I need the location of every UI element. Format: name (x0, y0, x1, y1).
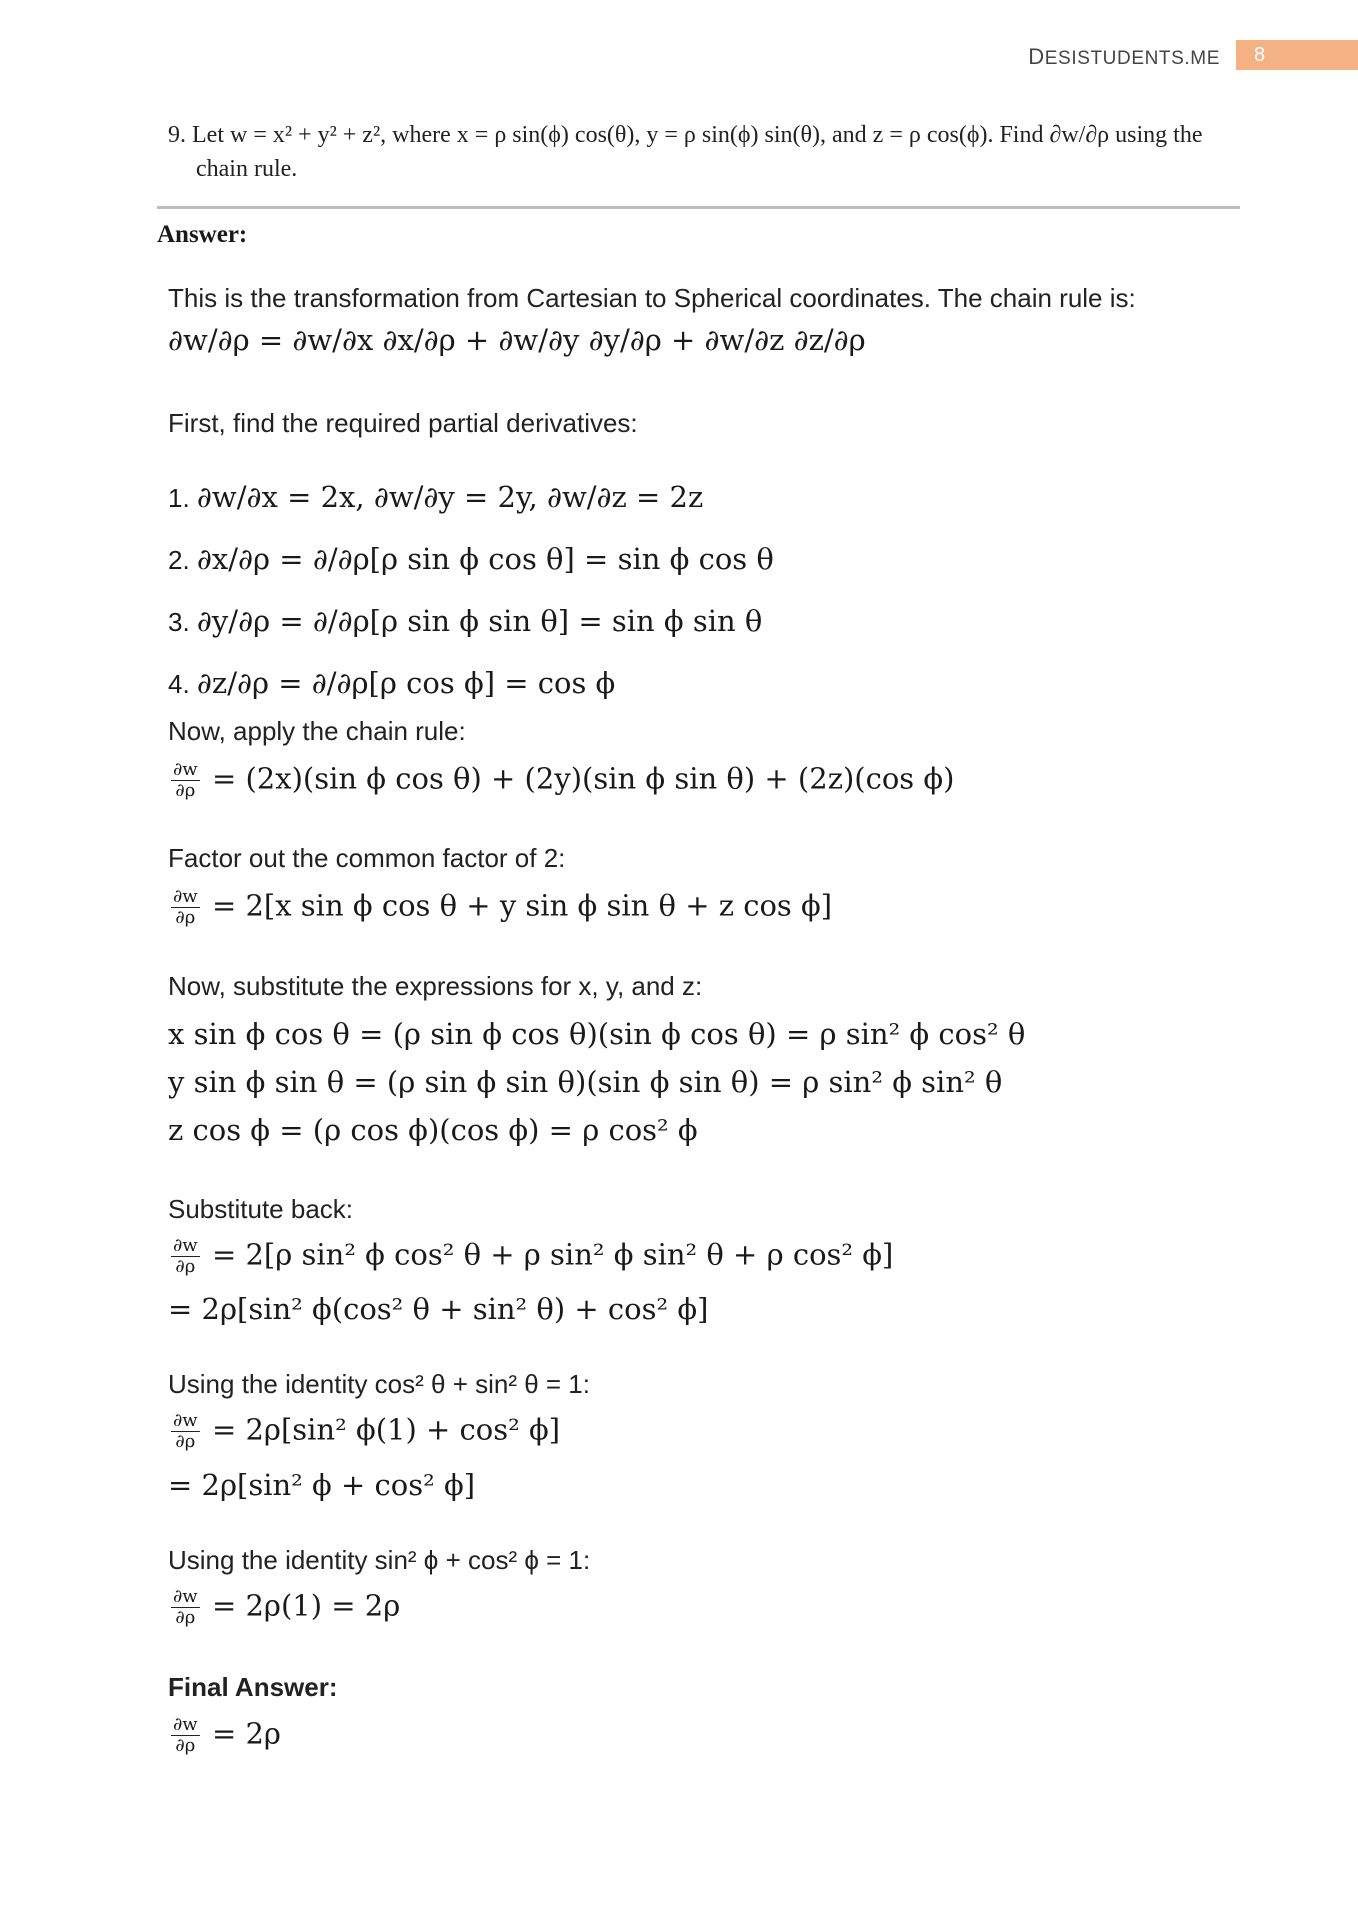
intro-text: This is the transformation from Cartesian to Spherical coordinates. The chain rule is: (168, 283, 1136, 313)
identity1-formula-2: = 2ρ[sin² ϕ + cos² ϕ] (168, 1468, 476, 1502)
divider (157, 206, 1240, 209)
identity2-text: Using the identity sin² ϕ + cos² ϕ = 1: (168, 1545, 591, 1575)
factored-formula: $\frac{\partial w}{\partial\rho}$ = 2[x sin ϕ cos θ + y sin ϕ sin θ + z cos ϕ] (173, 886, 833, 928)
step-2: 2. ∂x/∂ρ = ∂/∂ρ[ρ sin ϕ cos θ] = sin ϕ cos θ (168, 542, 774, 576)
question-line-2: chain rule. (196, 156, 298, 182)
step-3: 3. ∂y/∂ρ = ∂/∂ρ[ρ sin ϕ sin θ] = sin ϕ sin θ (168, 604, 763, 638)
back-formula-1: $\frac{\partial w}{\partial\rho}$ = 2[ρ sin² ϕ cos² θ + ρ sin² ϕ sin² θ + ρ cos² ϕ] (173, 1235, 894, 1277)
final-formula: $\frac{\partial w}{\partial\rho}$ = 2ρ (173, 1714, 281, 1756)
question (168, 118, 1248, 186)
final-answer-label: Final Answer: (168, 1672, 338, 1702)
identity2-formula: $\frac{\partial w}{\partial\rho}$ = 2ρ(1) = 2ρ (173, 1586, 401, 1628)
dw-drho-fraction: $\frac{\partial w}{\partial\rho}$ (173, 1235, 198, 1277)
dw-drho-fraction: $\frac{\partial w}{\partial\rho}$ (173, 886, 198, 928)
applied-formula: $\frac{\partial w}{\partial\rho}$ = (2x)(sin ϕ cos θ) + (2y)(sin ϕ sin θ) + (2z)(cos ϕ) (173, 759, 955, 801)
dw-drho-fraction: $\frac{\partial w}{\partial\rho}$ (173, 1586, 198, 1628)
sub-formula-2: y sin ϕ sin θ = (ρ sin ϕ sin θ)(sin ϕ sin θ) = ρ sin² ϕ sin² θ (168, 1065, 1003, 1099)
first-text: First, find the required partial derivatives: (168, 408, 638, 438)
answer-label: Answer: (157, 221, 248, 248)
dw-drho-fraction: $\frac{\partial w}{\partial\rho}$ (173, 1714, 198, 1756)
step-1: 1. ∂w/∂x = 2x, ∂w/∂y = 2y, ∂w/∂z = 2z (168, 480, 704, 514)
factor-text: Factor out the common factor of 2: (168, 843, 566, 873)
chain-rule-formula: ∂w/∂ρ = ∂w/∂x ∂x/∂ρ + ∂w/∂y ∂y/∂ρ + ∂w/∂z ∂z/∂ρ (168, 323, 866, 357)
dw-drho-fraction: $\frac{\partial w}{\partial\rho}$ (173, 759, 198, 801)
identity1-formula-1: $\frac{\partial w}{\partial\rho}$ = 2ρ[sin² ϕ(1) + cos² ϕ] (173, 1410, 561, 1452)
back-text: Substitute back: (168, 1194, 353, 1224)
step-4: 4. ∂z/∂ρ = ∂/∂ρ[ρ cos ϕ] = cos ϕ (168, 666, 616, 700)
sub-formula-1: x sin ϕ cos θ = (ρ sin ϕ cos θ)(sin ϕ cos θ) = ρ sin² ϕ cos² θ (168, 1017, 1026, 1051)
question-line-1: 9. Let w = x² + y² + z², where x = ρ sin(ϕ) cos(θ), y = ρ sin(ϕ) sin(θ), and z = ρ cos(ϕ). Find ∂w/∂ρ using the (168, 122, 1203, 148)
substitute-text: Now, substitute the expressions for x, y, and z: (168, 971, 703, 1001)
dw-drho-fraction: $\frac{\partial w}{\partial\rho}$ (173, 1410, 198, 1452)
sub-formula-3: z cos ϕ = (ρ cos ϕ)(cos ϕ) = ρ cos² ϕ (168, 1113, 698, 1147)
back-formula-2: = 2ρ[sin² ϕ(cos² θ + sin² θ) + cos² ϕ] (168, 1292, 709, 1326)
apply-text: Now, apply the chain rule: (168, 716, 466, 746)
page-number: 8 (1236, 40, 1358, 70)
site-name: DESISTUDENTS.ME (1028, 44, 1220, 69)
identity1-text: Using the identity cos² θ + sin² θ = 1: (168, 1369, 590, 1399)
